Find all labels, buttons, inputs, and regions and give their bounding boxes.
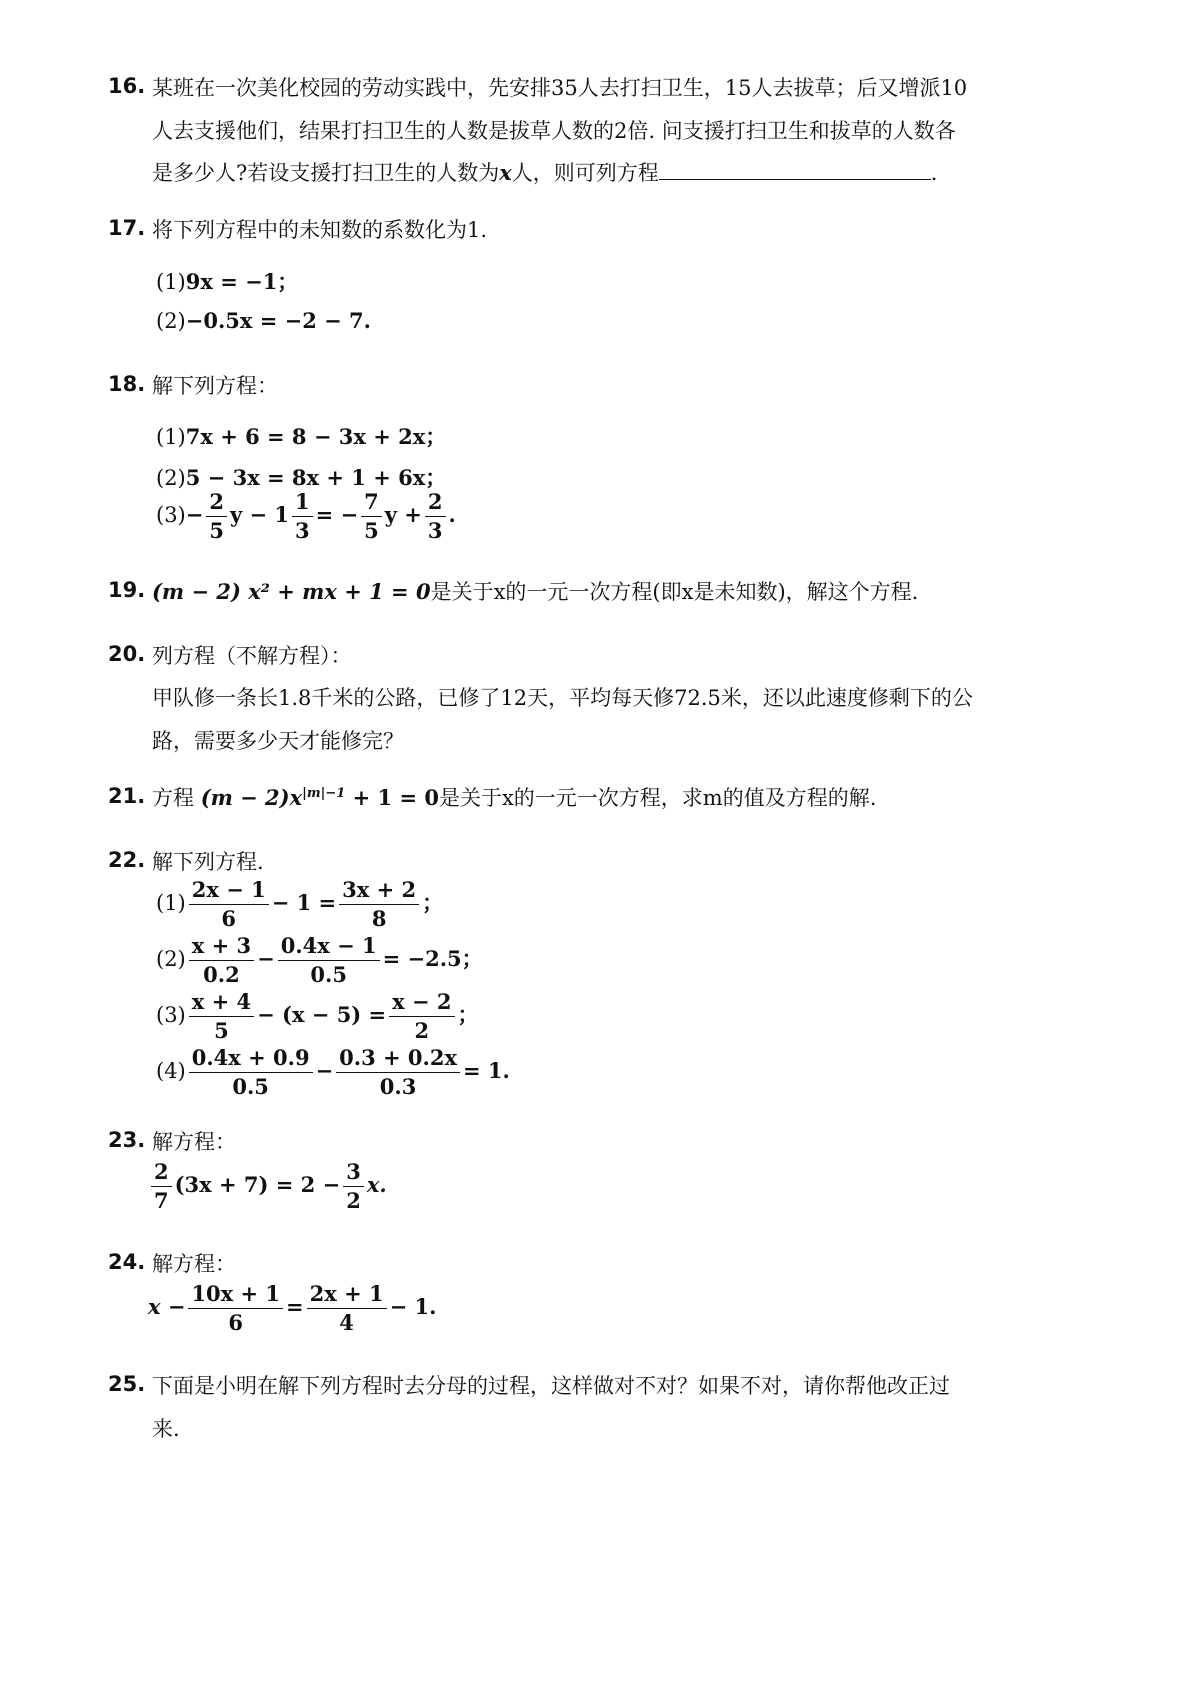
sub-problem-1: (1)9x = −1； [156,269,299,294]
question-text: 来. [152,1417,180,1441]
equation: (m − 2) x² + mx + 1 = 0 [152,579,431,604]
sub-problem-2: (2)−0.5x = −2 − 7. [156,308,371,333]
fraction: $\frac{x + 3}{0.2}$ [189,932,254,989]
fraction: $\frac{3}{2}$ [343,1158,364,1215]
question-number: 19. [108,578,146,602]
sub-problem-3: (3) $\frac{x + 4}{5}$ − (x − 5) = $\frac{x - 2}{2}$ ； [156,989,479,1043]
sub-problem-4: (4) $\frac{0.4x + 0.9}{0.5}$ − $\frac{0.3 + 0.2x}{0.3}$ = 1. [156,1045,510,1099]
question-number: 23. [108,1128,146,1152]
question-text: 解下列方程： [152,374,278,398]
question-text: 解下列方程. [152,850,264,874]
question-text: 某班在一次美化校园的劳动实践中，先安排35人去打扫卫生，15人去拔草；后又增派10 [152,76,968,100]
fraction: $\frac{2x + 1}{4}$ [307,1280,387,1337]
question-number: 22. [108,848,146,872]
question-text: (m − 2) x² + mx + 1 = 0是关于x的一元一次方程(即x是未知数)，解这个方程. [152,579,919,604]
answer-blank[interactable] [659,159,931,180]
question-number: 18. [108,372,146,396]
fraction: $\frac{2}{7}$ [151,1158,172,1215]
fraction: $\frac{0.3 + 0.2x}{0.3}$ [336,1044,460,1101]
fraction: $\frac{2}{5}$ [206,488,227,545]
question-text: 列方程（不解方程）： [152,644,352,668]
equation: x − $\frac{10x + 1}{6}$ = $\frac{2x + 1}{4}$ − 1. [148,1281,437,1335]
question-number: 16. [108,74,146,98]
question-number: 25. [108,1372,146,1396]
fraction: $\frac{1}{3}$ [292,488,313,545]
question-text: 甲队修一条长1.8千米的公路，已修了12天，平均每天修72.5米，还以此速度修剩下的公 [152,686,973,710]
fraction: $\frac{2}{3}$ [425,488,446,545]
fraction: $\frac{x - 2}{2}$ [389,988,454,1045]
sub-problem-1: (1)7x + 6 = 8 − 3x + 2x； [156,424,447,449]
question-text: 解方程： [152,1252,236,1276]
question-text: 是多少人?若设支援打扫卫生的人数为x人，则可列方程 . [152,160,938,185]
sub-problem-3: (3)− $\frac{2}{5}$ y − 1 $\frac{1}{3}$ = − $\frac{7}{5}$ y + $\frac{2}{3}$ . [156,489,456,543]
sub-problem-2: (2) $\frac{x + 3}{0.2}$ − $\frac{0.4x - 1}{0.5}$ = −2.5； [156,933,483,987]
question-number: 21. [108,784,146,808]
sub-problem-1: (1) $\frac{2x - 1}{6}$ − 1 = $\frac{3x + 2}{8}$ ； [156,877,444,931]
question-text: 方程 $(m - 2)x^{|m|-1} + 1 = 0$是关于x的一元一次方程，求m的值及方程的解. [152,785,877,810]
question-text: 将下列方程中的未知数的系数化为1. [152,218,488,242]
fraction: $\frac{2x - 1}{6}$ [189,876,269,933]
fraction: $\frac{0.4x + 0.9}{0.5}$ [189,1044,313,1101]
question-text: 解方程： [152,1130,236,1154]
question-number: 17. [108,216,146,240]
fraction: $\frac{10x + 1}{6}$ [188,1280,283,1337]
variable-x: x [499,160,512,185]
fraction: $\frac{x + 4}{5}$ [189,988,254,1045]
sub-problem-2: (2)5 − 3x = 8x + 1 + 6x； [156,465,447,490]
question-text: 路，需要多少天才能修完？ [152,729,404,753]
question-text: 下面是小明在解下列方程时去分母的过程，这样做对不对？如果不对，请你帮他改正过 [152,1374,950,1398]
fraction: $\frac{0.4x - 1}{0.5}$ [278,932,380,989]
fraction: $\frac{7}{5}$ [361,488,382,545]
question-text: 人去支援他们，结果打扫卫生的人数是拔草人数的2倍. 问支援打扫卫生和拔草的人数各 [152,119,956,143]
question-number: 24. [108,1250,146,1274]
equation: $\frac{2}{7}$ (3x + 7) = 2 − $\frac{3}{2}$ x. [148,1158,387,1215]
question-number: 20. [108,642,146,666]
fraction: $\frac{3x + 2}{8}$ [339,876,419,933]
